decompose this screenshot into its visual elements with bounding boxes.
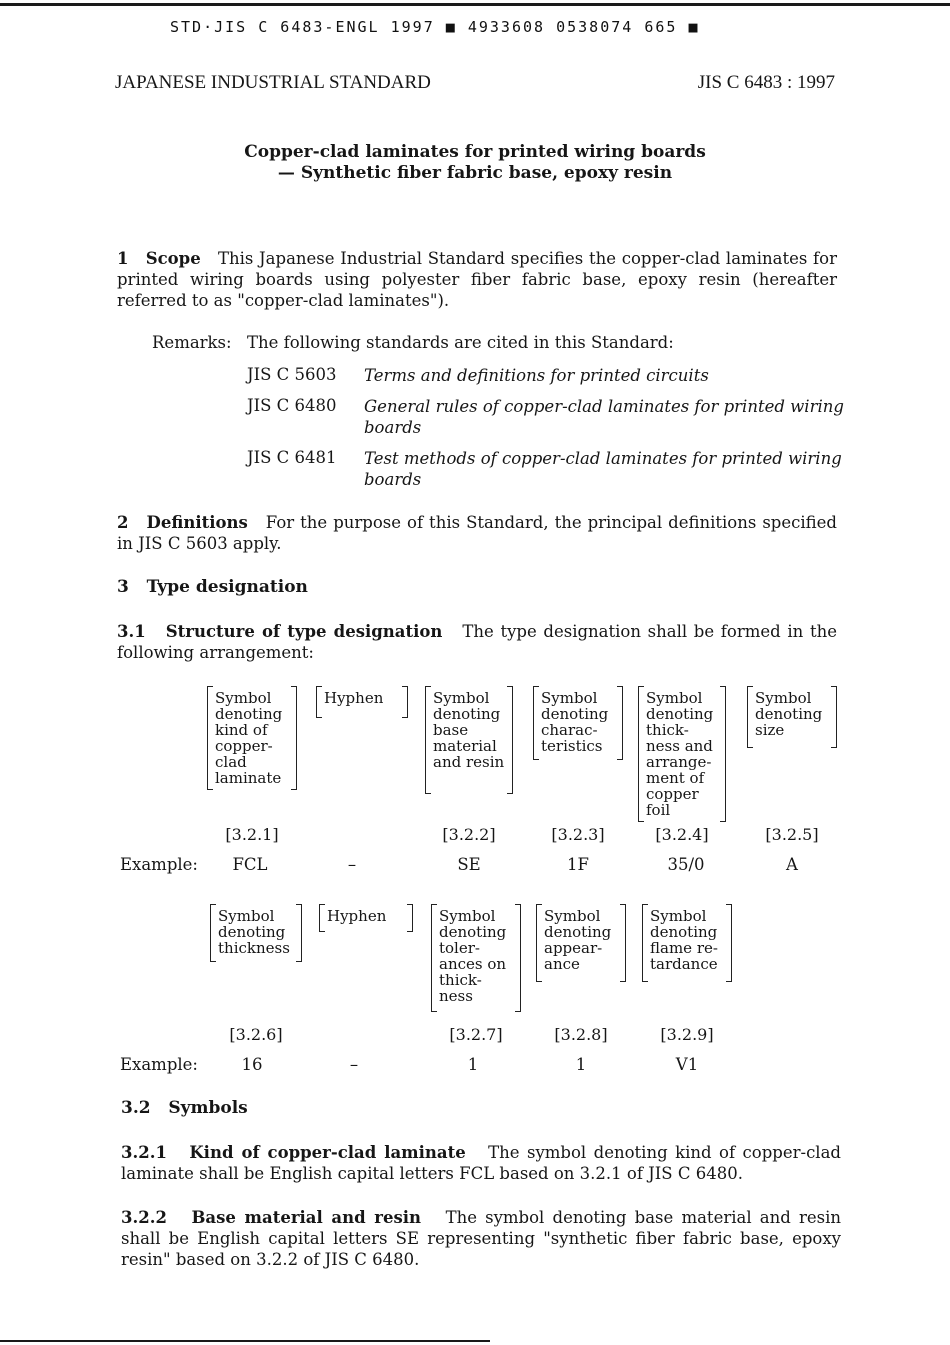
bottom-rule — [0, 1340, 490, 1342]
example-value: 16 — [241, 1055, 263, 1074]
section-title: Type designation — [146, 577, 308, 597]
symbols-heading — [121, 1098, 248, 1118]
clause-ref: [3.2.5] — [765, 825, 819, 844]
clause-ref: [3.2.7] — [449, 1025, 503, 1044]
example-label: Example: — [120, 855, 198, 874]
designation-box-tolerances: Symbol denoting toler-ances on thick-ness — [431, 904, 521, 1012]
structure-text: The type designation shall be formed in the following arrangement: — [117, 622, 837, 662]
example-value: 1 — [467, 1055, 479, 1074]
base-number: 3.2.2 — [121, 1208, 167, 1227]
structure-paragraph — [117, 621, 837, 663]
remarks-text: The following standards are cited in this Standard: — [247, 333, 674, 352]
clause-ref: [3.2.3] — [551, 825, 605, 844]
ref-title: Test methods of copper-clad laminates for printed wiring boards — [364, 449, 842, 489]
example-value: – — [347, 855, 357, 874]
designation-box-flame-retardance: Symbol denoting flame re-tardance — [642, 904, 732, 982]
ref-code: JIS C 6481 — [247, 448, 337, 467]
scope-number: 1 — [117, 249, 129, 268]
definitions-heading: Definitions — [146, 513, 248, 532]
clause-ref: [3.2.4] — [655, 825, 709, 844]
example-value: SE — [457, 855, 481, 874]
example-value: V1 — [675, 1055, 699, 1074]
scope-paragraph — [117, 248, 837, 311]
type-designation-heading — [117, 577, 308, 597]
clause-ref: [3.2.1] — [225, 825, 279, 844]
kind-number: 3.2.1 — [121, 1143, 167, 1162]
header-standard-number: JIS C 6483 : 1997 — [697, 72, 835, 93]
clause-ref: [3.2.6] — [229, 1025, 283, 1044]
definitions-number: 2 — [117, 513, 129, 532]
top-rule — [0, 3, 950, 6]
scope-text: This Japanese Industrial Standard specifies the copper-clad laminates for printed wiring boards using polyester fiber fabric base, epoxy resin (hereafter referred to as "copper-clad laminates"). — [117, 249, 837, 310]
clause-ref: [3.2.9] — [660, 1025, 714, 1044]
example-value: A — [786, 855, 798, 874]
document-stamp: STD·JIS C 6483-ENGL 1997 ■ 4933608 0538074 665 ■ — [170, 18, 700, 36]
base-text: The symbol denoting base material and resin shall be English capital letters SE representing "synthetic fiber fabric base, epoxy resin" based on 3.2.2 of JIS C 6480. — [121, 1208, 841, 1269]
example-value: 35/0 — [667, 855, 705, 874]
designation-box-hyphen: Hyphen — [316, 686, 408, 718]
base-paragraph — [121, 1207, 841, 1270]
remarks-label: Remarks: — [152, 333, 232, 352]
designation-box-kind: Symbol denoting kind of copper-clad laminate — [207, 686, 297, 790]
ref-title: Terms and definitions for printed circuits — [364, 366, 709, 385]
example-value: 1F — [567, 855, 589, 874]
example-value: – — [349, 1055, 359, 1074]
kind-paragraph — [121, 1142, 841, 1184]
title-line-1: Copper-clad laminates for printed wiring boards — [244, 142, 706, 162]
kind-heading: Kind of copper-clad laminate — [189, 1143, 466, 1162]
clause-ref: [3.2.8] — [554, 1025, 608, 1044]
section-number: 3.2 — [121, 1098, 151, 1118]
designation-box-thickness: Symbol denoting thickness — [210, 904, 302, 962]
designation-box-thickness-arrangement: Symbol denoting thick-ness and arrange-ment of copper foil — [638, 686, 726, 822]
structure-heading: Structure of type designation — [165, 622, 443, 641]
section-title: Symbols — [168, 1098, 248, 1118]
ref-code: JIS C 6480 — [247, 396, 337, 415]
definitions-text: For the purpose of this Standard, the principal definitions specified in JIS C 5603 apply. — [117, 513, 837, 553]
title-line-2: — Synthetic fiber fabric base, epoxy resin — [277, 163, 673, 183]
designation-box-base-material: Symbol denoting base material and resin — [425, 686, 513, 794]
example-label: Example: — [120, 1055, 198, 1074]
header-organization: JAPANESE INDUSTRIAL STANDARD — [115, 72, 431, 93]
clause-ref: [3.2.2] — [442, 825, 496, 844]
definitions-paragraph — [117, 512, 837, 554]
example-value: 1 — [575, 1055, 587, 1074]
section-number: 3 — [117, 577, 129, 597]
designation-box-characteristics: Symbol denoting charac-teristics — [533, 686, 623, 760]
ref-title: General rules of copper-clad laminates for printed wiring boards — [364, 397, 844, 437]
designation-box-appearance: Symbol denoting appear-ance — [536, 904, 626, 982]
structure-number: 3.1 — [117, 622, 146, 641]
ref-code: JIS C 5603 — [247, 365, 337, 384]
example-value: FCL — [232, 855, 268, 874]
scope-heading: Scope — [145, 249, 201, 268]
kind-text: The symbol denoting kind of copper-clad laminate shall be English capital letters FCL based on 3.2.1 of JIS C 6480. — [121, 1143, 841, 1183]
designation-box-size: Symbol denoting size — [747, 686, 837, 748]
base-heading: Base material and resin — [191, 1208, 422, 1227]
designation-box-hyphen: Hyphen — [319, 904, 413, 932]
